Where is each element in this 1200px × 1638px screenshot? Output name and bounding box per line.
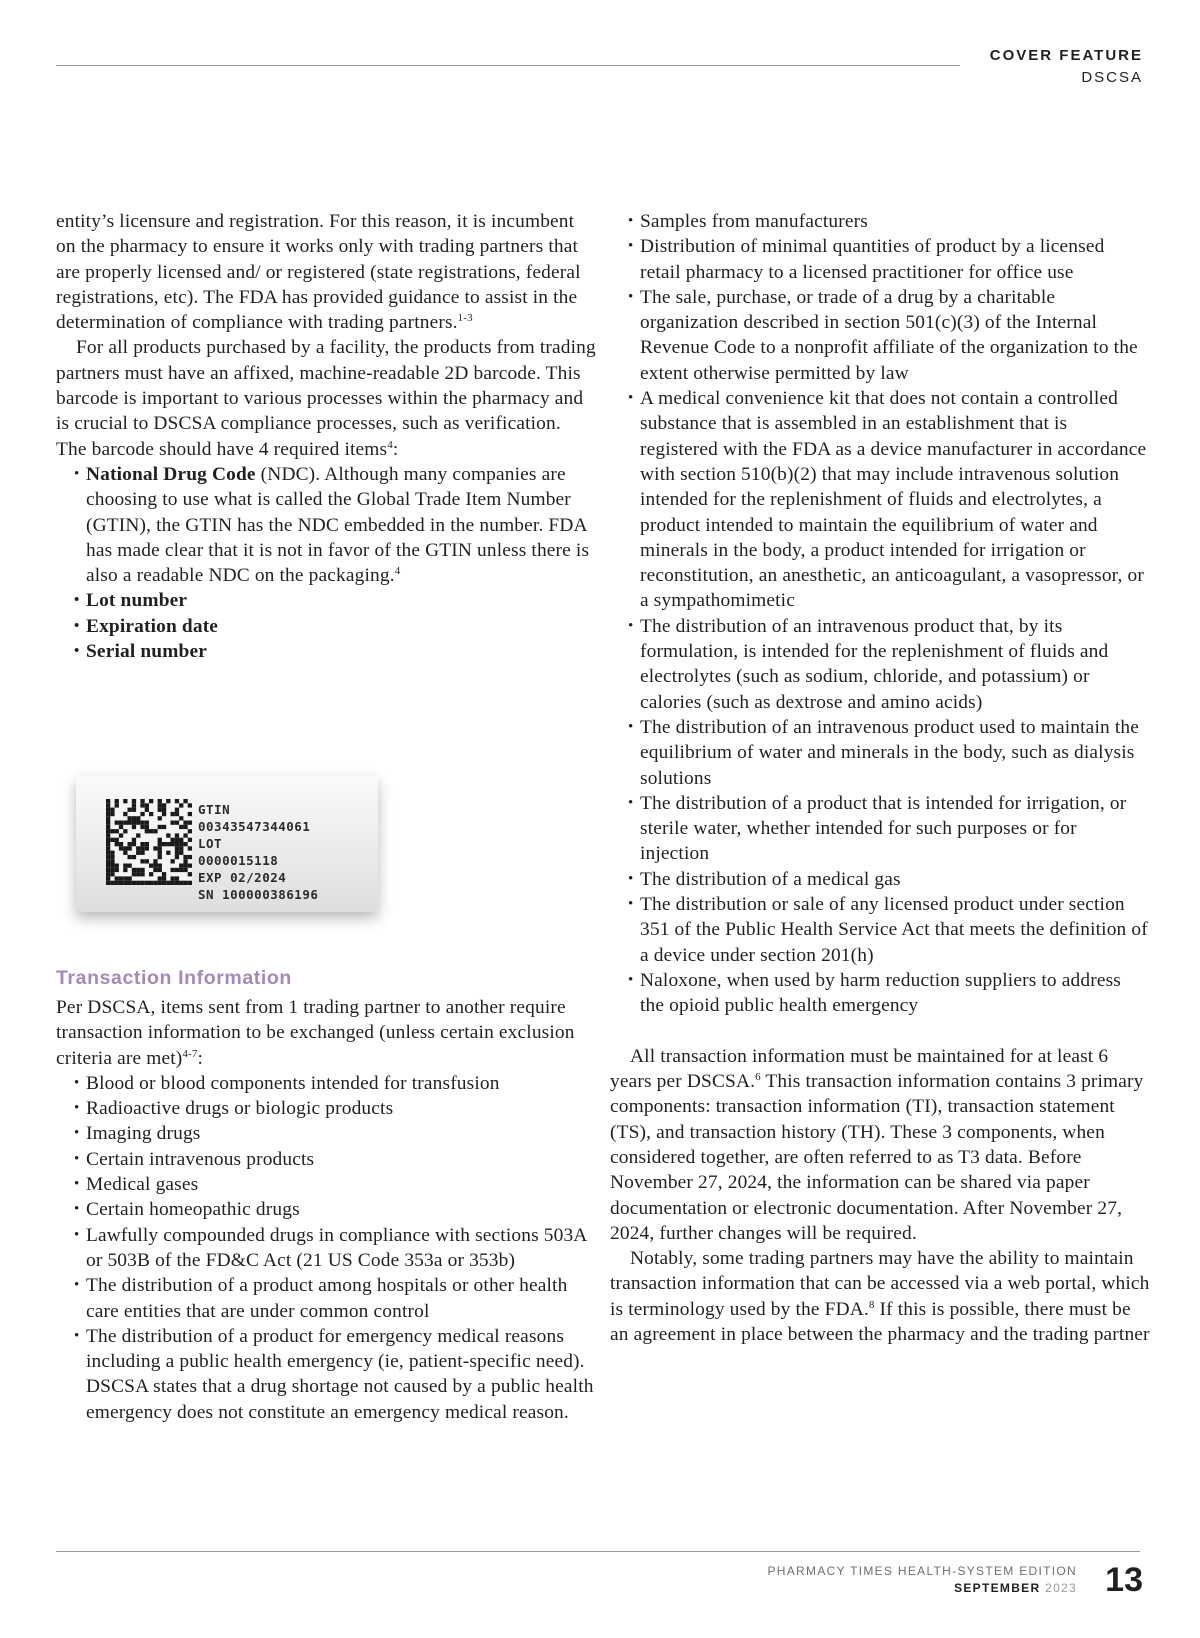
reference-marker: 4 [387, 438, 393, 451]
issue-date [954, 1581, 1077, 1595]
body-paragraph-4: Notably, some trading partners may have the ability to maintain transaction information that can be accessed via a web portal, which is terminology used by the FDA.$^8$ If this is possible, there must be an agreement in place between the pharmacy and the trading partner [610, 1248, 1150, 1346]
section-label: COVER FEATURE [989, 47, 1143, 64]
label-line: LOT [198, 836, 223, 851]
label-line: GTIN [198, 802, 231, 817]
list-item: • The distribution of a medical gas [628, 867, 1150, 892]
reference-marker: 1-3 [457, 312, 473, 325]
list-item: • Certain homeopathic drugs [74, 1197, 596, 1222]
list-item: • Serial number [74, 639, 596, 664]
issue-month: SEPTEMBER [954, 1581, 1041, 1595]
label-line: EXP 02/2024 [198, 870, 287, 885]
list-item: • Expiration date [74, 614, 596, 639]
reference-marker: 4 [394, 565, 401, 578]
barcode-label-text [198, 801, 318, 903]
list-item: • Samples from manufacturers [628, 209, 1150, 234]
list-item: • Imaging drugs [74, 1121, 596, 1146]
reference-marker: 6 [755, 1071, 761, 1084]
barcode-label-photo [76, 776, 378, 912]
transaction-intro: Per DSCSA, items sent from 1 trading partner to another require transaction information to be exchanged (unless certain exclusion criteria are met)$^{4-7}$: [56, 997, 575, 1069]
list-item: • Certain intravenous products [74, 1147, 596, 1172]
right-column [610, 209, 1150, 1347]
list-item: • Lot number [74, 588, 596, 613]
list-item: • The sale, purchase, or trade of a drug by a charitable organization described in section 501(c)(3) of the Internal Revenue Code to a nonprofit affiliate of the organization to the extent otherwise permitted by law [628, 285, 1150, 386]
label-line: 0000015118 [198, 853, 279, 868]
list-item: • Radioactive drugs or biologic products [74, 1096, 596, 1121]
list-item: • A medical convenience kit that does not contain a controlled substance that is assembled in an establishment that is registered with the FDA as a device manufacturer in accordance with section 510(b)(2) that may include intravenous solution intended for the replenishment of fluids and electrolytes, a product intended to maintain the equilibrium of water and minerals in the body, a product intended for irrigation or reconstitution, an anesthetic, an anticoagulant, a vasopressor, or a sympathomimetic [628, 386, 1150, 614]
exclusion-list-left [74, 1071, 596, 1425]
left-column [56, 209, 596, 664]
header-rule [56, 65, 960, 66]
list-item: • Blood or blood components intended for transfusion [74, 1071, 596, 1096]
barcode-items-list [74, 462, 596, 664]
list-item: • The distribution of an intravenous product that, by its formulation, is intended for the replenishment of fluids and electrolytes (such as sodium, chloride, and potassium) or calories (such as dextrose and amino acids) [628, 614, 1150, 715]
issue-year: 2023 [1045, 1581, 1077, 1595]
list-item: • Lawfully compounded drugs in compliance with sections 503A or 503B of the FD&C Act (21 US Code 353a or 353b) [74, 1223, 596, 1274]
exclusion-list-right [628, 209, 1150, 1019]
publication-name: PHARMACY TIMES HEALTH-SYSTEM EDITION [767, 1564, 1077, 1578]
section-heading: Transaction Information [56, 967, 292, 989]
list-item: • The distribution of an intravenous product used to maintain the equilibrium of water and minerals in the body, such as dialysis solutions [628, 715, 1150, 791]
footer-rule [56, 1551, 1140, 1552]
list-item: • The distribution of a product for emergency medical reasons including a public health emergency (ie, patient-specific need). DSCSA states that a drug shortage not caused by a public health emergency does not constitute an emergency medical reason. [74, 1324, 596, 1425]
reference-marker: 4-7 [182, 1047, 198, 1060]
page-number: 13 [1105, 1561, 1143, 1599]
list-item: • Naloxone, when used by harm reduction suppliers to address the opioid public health emergency [628, 968, 1150, 1019]
body-paragraph-1: entity’s licensure and registration. For this reason, it is incumbent on the pharmacy to ensure it works only with trading partners that are properly licensed and/ or registered (state registrations, federal registrations, etc). The FDA has provided guidance to assist in the determination of compliance with trading partners.$^{1-3}$ [56, 211, 581, 334]
reference-marker: 8 [868, 1298, 875, 1311]
datamatrix-barcode-icon [106, 799, 192, 885]
list-item: • The distribution of a product among hospitals or other health care entities that are under common control [74, 1273, 596, 1324]
body-paragraph-3: All transaction information must be maintained for at least 6 years per DSCSA.$^6$ This transaction information contains 3 primary components: transaction information (TI), transaction statement (TS), and transaction history (TH). These 3 components, when considered together, are often referred to as T3 data. Before November 27, 2024, the information can be shared via paper documentation or electronic documentation. After November 27, 2024, further changes will be required. [610, 1045, 1144, 1244]
list-item: • The distribution of a product that is intended for irrigation, or sterile water, whether intended for such purposes or for injection [628, 791, 1150, 867]
list-item: • The distribution or sale of any licensed product under section 351 of the Public Health Service Act that meets the definition of a device under section 201(h) [628, 892, 1150, 968]
list-item: • Medical gases [74, 1172, 596, 1197]
subsection-label: DSCSA [1081, 69, 1143, 86]
list-item: • Distribution of minimal quantities of product by a licensed retail pharmacy to a licensed practitioner for office use [628, 234, 1150, 285]
left-column-lower [56, 995, 596, 1425]
body-paragraph-2: For all products purchased by a facility, the products from trading partners must have an affixed, machine-readable 2D barcode. This barcode is important to various processes within the pharmacy and is crucial to DSCSA compliance processes, such as verification. The barcode should have 4 required items$^4$: [56, 337, 596, 460]
list-item: • National Drug Code (NDC). Although many companies are choosing to use what is called the Global Trade Item Number (GTIN), the GTIN has the NDC embedded in the number. FDA has made clear that it is not in favor of the GTIN unless there is also a readable NDC on the packaging.$^4$ [74, 462, 596, 588]
label-line: 00343547344061 [198, 819, 311, 834]
label-line: SN 100000386196 [198, 887, 319, 902]
